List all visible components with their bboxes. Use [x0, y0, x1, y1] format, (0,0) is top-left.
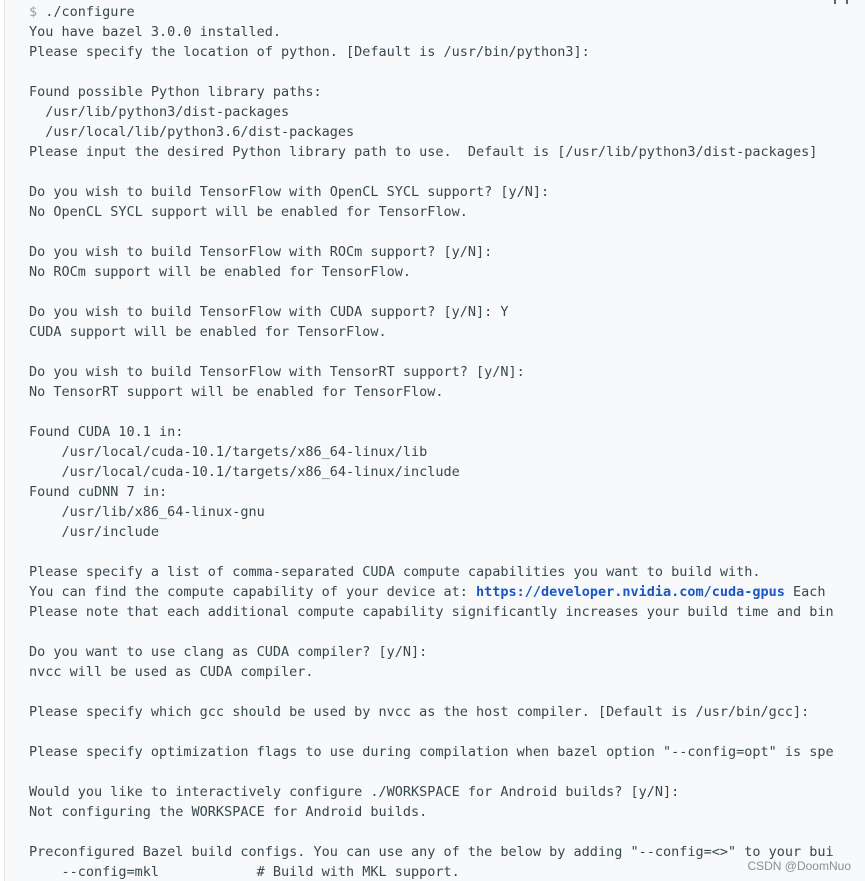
output-line [29, 62, 834, 82]
link-line-suffix: Each [784, 584, 826, 600]
output-line [29, 622, 834, 642]
watermark: CSDN @DoomNuo [747, 859, 851, 873]
output-line: Do you wish to build TensorFlow with ROCm support? [y/N]: [29, 244, 493, 260]
terminal-output [29, 2, 834, 881]
output-line [29, 722, 834, 742]
output-line: Please note that each additional compute capability significantly increases your build time and bin [29, 604, 834, 620]
output-line: Please input the desired Python library path to use. Default is [/usr/lib/python3/dist-packages] [29, 144, 818, 160]
output-line: --config=mkl # Build with MKL support. [29, 864, 460, 880]
output-line: No OpenCL SYCL support will be enabled for TensorFlow. [29, 204, 468, 220]
cuda-gpus-link[interactable]: https://developer.nvidia.com/cuda-gpus [476, 584, 785, 600]
output-line: Do you want to use clang as CUDA compiler? [y/N]: [29, 644, 428, 660]
output-line: /usr/local/lib/python3.6/dist-packages [29, 124, 355, 140]
output-line: Preconfigured Bazel build configs. You can use any of the below by adding "--config=<>" to your bui [29, 844, 834, 860]
output-line [29, 682, 834, 702]
output-line: /usr/lib/python3/dist-packages [29, 104, 290, 120]
link-line-prefix: You can find the compute capability of your device at: [29, 584, 477, 600]
output-block-a [29, 22, 834, 582]
output-line [29, 222, 834, 242]
output-line [29, 762, 834, 782]
output-line [29, 402, 834, 422]
command-text: ./configure [45, 4, 135, 20]
output-line: Do you wish to build TensorFlow with TensorRT support? [y/N]: [29, 364, 525, 380]
output-line: Not configuring the WORKSPACE for Android builds. [29, 804, 428, 820]
code-block [4, 0, 865, 881]
output-line [29, 342, 834, 362]
output-line: /usr/lib/x86_64-linux-gnu [29, 504, 265, 520]
output-line: Found CUDA 10.1 in: [29, 424, 184, 440]
output-line: /usr/local/cuda-10.1/targets/x86_64-linux/lib [29, 444, 428, 460]
output-line: nvcc will be used as CUDA compiler. [29, 664, 314, 680]
output-line: Found cuDNN 7 in: [29, 484, 168, 500]
command-line [29, 2, 834, 22]
output-line: Please specify which gcc should be used by nvcc as the host compiler. [Default is /usr/bin/gcc]: [29, 704, 810, 720]
output-block-b [29, 602, 834, 881]
output-line: You have bazel 3.0.0 installed. [29, 24, 281, 40]
output-line [29, 162, 834, 182]
output-line: CUDA support will be enabled for TensorFlow. [29, 324, 387, 340]
output-line [29, 282, 834, 302]
compute-capability-line [29, 582, 834, 602]
output-line [29, 542, 834, 562]
prompt-symbol: $ [29, 4, 38, 20]
output-line: /usr/local/cuda-10.1/targets/x86_64-linux/include [29, 464, 460, 480]
output-line: Please specify the location of python. [Default is /usr/bin/python3]: [29, 44, 590, 60]
output-line: Do you wish to build TensorFlow with OpenCL SYCL support? [y/N]: [29, 184, 550, 200]
output-line: Please specify optimization flags to use during compilation when bazel option "--config=opt" is spe [29, 744, 834, 760]
copy-icon[interactable] [834, 0, 848, 4]
output-line: No ROCm support will be enabled for TensorFlow. [29, 264, 412, 280]
output-line: No TensorRT support will be enabled for TensorFlow. [29, 384, 444, 400]
output-line: Found possible Python library paths: [29, 84, 322, 100]
output-line: Would you like to interactively configure ./WORKSPACE for Android builds? [y/N]: [29, 784, 680, 800]
output-line: Please specify a list of comma-separated CUDA compute capabilities you want to build with. [29, 564, 761, 580]
output-line [29, 822, 834, 842]
output-line: Do you wish to build TensorFlow with CUDA support? [y/N]: Y [29, 304, 509, 320]
output-line: /usr/include [29, 524, 160, 540]
